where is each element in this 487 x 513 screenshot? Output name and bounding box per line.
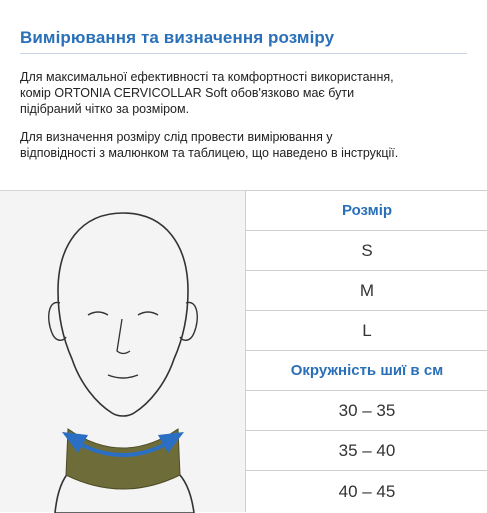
paragraph-measure-line-2: відповідності з малюнком та таблицею, що наведено в інструкції. [20, 146, 399, 160]
head-with-neck-measurement-illustration [0, 191, 245, 513]
title-divider [20, 53, 467, 54]
head-illustration-panel [0, 190, 245, 512]
size-header: Розмір [246, 190, 487, 230]
paragraph-fit [20, 69, 470, 117]
size-table [245, 190, 487, 512]
size-l: L [246, 310, 487, 350]
paragraph-measure-line-1: Для визначення розміру слід провести вимірювання у [20, 130, 333, 144]
paragraph-fit-line-1: Для максимальної ефективності та комфортності використання, [20, 70, 394, 84]
range-l: 40 – 45 [246, 470, 487, 512]
paragraph-fit-line-3: підібраний чітко за розміром. [20, 102, 190, 116]
sizing-area [0, 190, 487, 512]
head-outline [58, 213, 188, 416]
range-s: 30 – 35 [246, 390, 487, 430]
range-m: 35 – 40 [246, 430, 487, 470]
paragraph-fit-line-2: комір ORTONIA CERVICOLLAR Soft обов'язково має бути [20, 86, 355, 100]
section-title: Вимірювання та визначення розміру [20, 28, 335, 47]
size-s: S [246, 230, 487, 270]
size-m: M [246, 270, 487, 310]
circumference-header: Окружність шиї в см [246, 350, 487, 390]
paragraph-measure [20, 129, 470, 161]
instructions-section [0, 0, 487, 190]
